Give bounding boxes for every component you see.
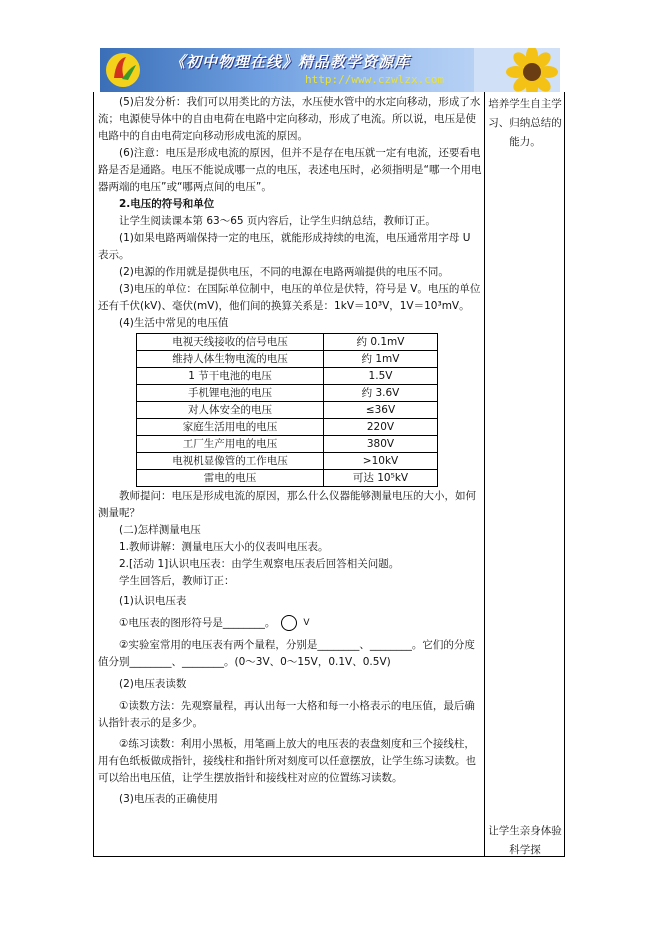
- voltage-value-cell: 1.5V: [324, 368, 438, 385]
- voltage-value-cell: >10kV: [324, 453, 438, 470]
- site-logo-icon: [104, 51, 142, 89]
- banner-title: 《初中物理在线》精品教学资源库: [170, 53, 411, 71]
- header-banner: [100, 48, 560, 92]
- column-divider: [484, 92, 485, 857]
- table-row: [137, 351, 438, 368]
- voltage-value-cell: 约 1mV: [324, 351, 438, 368]
- text-paragraph: 2.[活动 1]认识电压表：由学生观察电压表后回答相关问题。: [119, 558, 400, 570]
- question-range: ②实验室常用的电压表有两个量程，分别是________、________。它们的分度值分别________、________。(0～3V、0～15V，0.1V、0.5V): [98, 639, 475, 668]
- text-paragraph: 1.教师讲解：测量电压大小的仪表叫电压表。: [119, 541, 329, 553]
- text-paragraph: ②练习读数：利用小黑板，用笔画上放大的电压表的表盘刻度和三个接线柱，用有色纸板做成指针，接线柱和指针所对刻度可以任意摆放，让学生练习读数。也可以给出电压值，让学生摆放指针和接线柱对应的位置练习读数。: [98, 738, 476, 784]
- table-row: [137, 368, 438, 385]
- text-paragraph: (2)电压表读数: [119, 678, 187, 690]
- voltage-source-cell: 对人体安全的电压: [137, 402, 324, 419]
- question-symbol: [98, 615, 482, 632]
- text-paragraph: (1)认识电压表: [119, 595, 187, 607]
- table-row: [137, 436, 438, 453]
- voltage-value-cell: 220V: [324, 419, 438, 436]
- sunflower-icon: [474, 48, 560, 92]
- question-text: ①电压表的图形符号是________。: [119, 617, 276, 629]
- text-paragraph: (3)电压的单位：在国际单位制中，电压的单位是伏特，符号是 V。电压的单位还有千伏(kV)、毫伏(mV)，他们间的换算关系是：1kV＝10³V，1V＝10³mV。: [98, 283, 481, 312]
- table-row: [137, 419, 438, 436]
- text-paragraph: ①读数方法：先观察量程，再认出每一大格和每一小格表示的电压值，最后确认指针表示的是多少。: [98, 700, 475, 729]
- voltage-table: [136, 333, 438, 487]
- table-row: [137, 402, 438, 419]
- voltage-source-cell: 电视天线接收的信号电压: [137, 334, 324, 351]
- teacher-question: 教师提问：电压是形成电流的原因，那么什么仪器能够测量电压的大小，如何测量呢？: [98, 490, 476, 519]
- voltage-source-cell: 电视机显像管的工作电压: [137, 453, 324, 470]
- voltage-source-cell: 工厂生产用电的电压: [137, 436, 324, 453]
- voltage-source-cell: 手机锂电池的电压: [137, 385, 324, 402]
- voltage-value-cell: 可达 10⁵kV: [324, 470, 438, 487]
- lesson-content: [98, 94, 482, 808]
- table-row: [137, 470, 438, 487]
- voltmeter-symbol-icon: V: [281, 615, 297, 631]
- voltage-value-cell: 380V: [324, 436, 438, 453]
- voltage-source-cell: 家庭生活用电的电压: [137, 419, 324, 436]
- voltage-value-cell: ≤36V: [324, 402, 438, 419]
- voltage-source-cell: 雷电的电压: [137, 470, 324, 487]
- text-paragraph: 让学生阅读课本第 63～65 页内容后，让学生归纳总结，教师订正。: [119, 215, 436, 227]
- text-paragraph: (2)电源的作用就是提供电压，不同的电源在电路两端提供的电压不同。: [119, 266, 449, 278]
- voltage-source-cell: 维持人体生物电流的电压: [137, 351, 324, 368]
- section-heading: (二)怎样测量电压: [119, 524, 201, 536]
- side-note: 让学生亲身体验科学探: [488, 825, 562, 856]
- side-note: 培养学生自主学习、归纳总结的能力。: [488, 98, 562, 148]
- table-row: [137, 453, 438, 470]
- voltage-source-cell: 1 节干电池的电压: [137, 368, 324, 385]
- table-row: [137, 334, 438, 351]
- banner-url[interactable]: http://www.czwlzx.com: [305, 73, 445, 86]
- table-row: [137, 385, 438, 402]
- voltage-value-cell: 约 0.1mV: [324, 334, 438, 351]
- note-paragraph: (6)注意：电压是形成电流的原因，但并不是存在电压就一定有电流，还要看电路是否是通路。电压不能说成哪一点的电压，表述电压时，必须指明是“哪一个用电器两端的电压”或“哪两点间的电压”。: [98, 147, 482, 193]
- text-paragraph: (1)如果电路两端保持一定的电压，就能形成持续的电流，电压通常用字母 U 表示。: [98, 232, 471, 261]
- analysis-paragraph: (5)启发分析：我们可以用类比的方法，水压使水管中的水定向移动，形成了水流；电源使导体中的自由电荷在电路中定向移动，形成了电流。所以说，电压是使电路中的自由电荷定向移动形成电流的原因。: [98, 96, 481, 142]
- text-paragraph: (3)电压表的正确使用: [119, 793, 218, 805]
- text-paragraph: 学生回答后，教师订正：: [119, 575, 235, 587]
- voltage-value-cell: 约 3.6V: [324, 385, 438, 402]
- section-heading: 2.电压的符号和单位: [119, 198, 215, 210]
- text-paragraph: (4)生活中常见的电压值: [119, 317, 229, 329]
